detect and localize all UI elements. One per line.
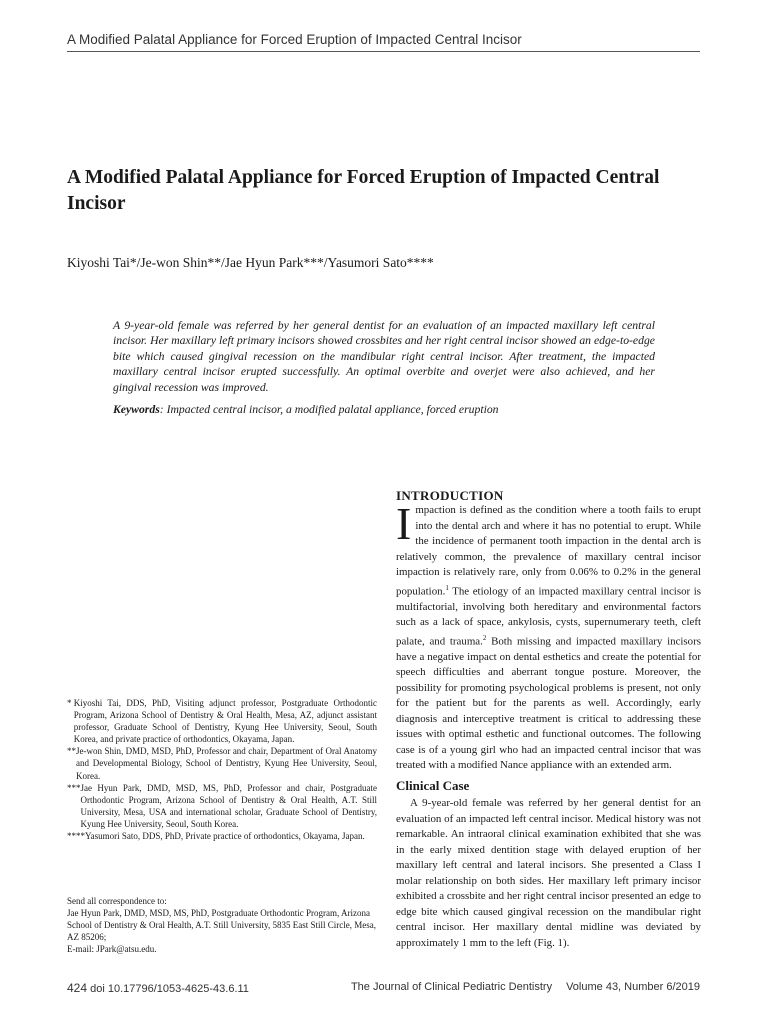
correspondence-heading: Send all correspondence to: <box>67 896 167 906</box>
keywords-text: : Impacted central incisor, a modified palatal appliance, forced eruption <box>159 403 499 416</box>
introduction-text-3: Both missing and impacted maxillary incisors have a negative impact on dental esthetics and create the potential for speech difficulties and aberrant tongue posture. Moreover, the possibility for promoting psychological problems is present, not only for the patient but for the parents as well. Accordingly, early diagnosis and interceptive treatment is critical to addressing these issues with optimal esthetic and functional outcomes. The following case is of a young girl who had an impacted central incisor that was treated with a modified Nance appliance with an extended arm. <box>396 635 701 772</box>
article-title: A Modified Palatal Appliance for Forced Eruption of Impacted Central Incisor <box>67 167 660 214</box>
footnote <box>67 697 377 745</box>
author-footnotes <box>67 697 377 842</box>
page-number: 424 <box>67 981 88 995</box>
citation-2: 2 <box>482 633 487 642</box>
introduction-text-1: mpaction is defined as the condition where a tooth fails to erupt into the dental arch and where it has no potential to erupt. While the incidence of permanent tooth impaction in the dental arch is relatively common, the prevalence of maxillary central incisor impaction is relatively rare, only from 0.06% to 0.2% in the general population. <box>396 504 701 598</box>
authors: Kiyoshi Tai*/Je-won Shin**/Jae Hyun Park***/Yasumori Sato**** <box>67 255 434 270</box>
introduction-paragraph <box>396 498 701 774</box>
introduction-text-2: The etiology of an impacted maxillary central incisor is multifactorial, involving both hereditary and environmental factors such as a lack of space, ankylosis, cysts, supernumerary teeth, cleft palate, and trauma. <box>396 585 701 648</box>
clinical-case-paragraph: A 9-year-old female was referred by her general dentist for an evaluation of an impacted left central incisor. Medical history was not remarkable. An intraoral clinical examination exhibited that she was in the early mixed dentition stage with delayed eruption of her maxillary left central and lateral incisors. She presented a Class I molar relationship on both sides. Her maxillary left primary incisor exhibited a crossbite and her right central incisor presented an edge to edge bite which caused gingival recession on the mandibular right central incisor. Her maxillary dental midline was deviated by approximately 1 mm to the left (Fig. 1). <box>396 797 701 949</box>
running-head: A Modified Palatal Appliance for Forced Eruption of Impacted Central Incisor <box>67 32 522 47</box>
footnote-text: Yasumori Sato, DDS, PhD, Private practice of orthodontics, Okayama, Japan. <box>85 831 365 842</box>
footnote-text: Je-won Shin, DMD, MSD, PhD, Professor and chair, Department of Oral Anatomy and Developmental Biology, School of Dentistry, Kyung Hee University, Seoul, Korea. <box>76 746 377 781</box>
introduction-heading: INTRODUCTION <box>396 488 504 503</box>
footnote-mark: *** <box>67 782 81 793</box>
footer-left <box>67 981 249 995</box>
footnote <box>67 745 377 781</box>
drop-cap: I <box>396 498 412 549</box>
keywords <box>113 403 673 416</box>
volume-issue: Volume 43, Number 6/2019 <box>566 981 700 993</box>
correspondence-email: E-mail: JPark@atsu.edu. <box>67 944 157 954</box>
citation-1: 1 <box>445 583 449 592</box>
footnote-mark: ** <box>67 746 76 757</box>
journal-name: The Journal of Clinical Pediatric Dentistry <box>350 981 553 993</box>
footnote <box>67 830 377 842</box>
footnote-text: Kiyoshi Tai, DDS, PhD, Visiting adjunct professor, Postgraduate Orthodontic Program, Arizona School of Dentistry & Oral Health, Mesa, AZ, adjunct assistant professor, Graduate School of Dentistry, Kyung Hee University, Seoul, South Korea, and private practice of orthodontics, Okayama, Japan. <box>73 698 377 745</box>
footnote-mark: **** <box>67 831 85 842</box>
clinical-case-heading: Clinical Case <box>396 778 470 793</box>
footnote <box>67 782 377 830</box>
footnote-mark: * <box>67 698 74 708</box>
doi: doi 10.17796/1053-4625-43.6.11 <box>90 983 249 995</box>
abstract: A 9-year-old female was referred by her general dentist for an evaluation of an impacted maxillary left central incisor. Her maxillary left primary incisors showed crossbites and her right central incisor showed an edge-to-edge bite which caused gingival recession on the mandibular right central incisor. After treatment, the impacted maxillary central incisor erupted successfully. An optimal overbite and overjet were also achieved, and her gingival recession was improved. <box>113 319 655 394</box>
correspondence <box>67 895 377 955</box>
correspondence-address: Jae Hyun Park, DMD, MSD, MS, PhD, Postgraduate Orthodontic Program, Arizona School of Dentistry & Oral Health, A.T. Still University, 5835 East Still Circle, Mesa, AZ 85206; <box>67 908 376 942</box>
footer-right <box>351 981 700 993</box>
keywords-label: Keywords <box>113 403 160 416</box>
footnote-text: Jae Hyun Park, DMD, MSD, MS, PhD, Professor and chair, Postgraduate Orthodontic Program, Arizona School of Dentistry & Oral Health, A.T. Still University, Mesa, USA and international scholar, Graduate School of Dentistry, Kyung Hee University, Seoul, South Korea. <box>80 782 377 829</box>
header-rule <box>67 51 700 52</box>
